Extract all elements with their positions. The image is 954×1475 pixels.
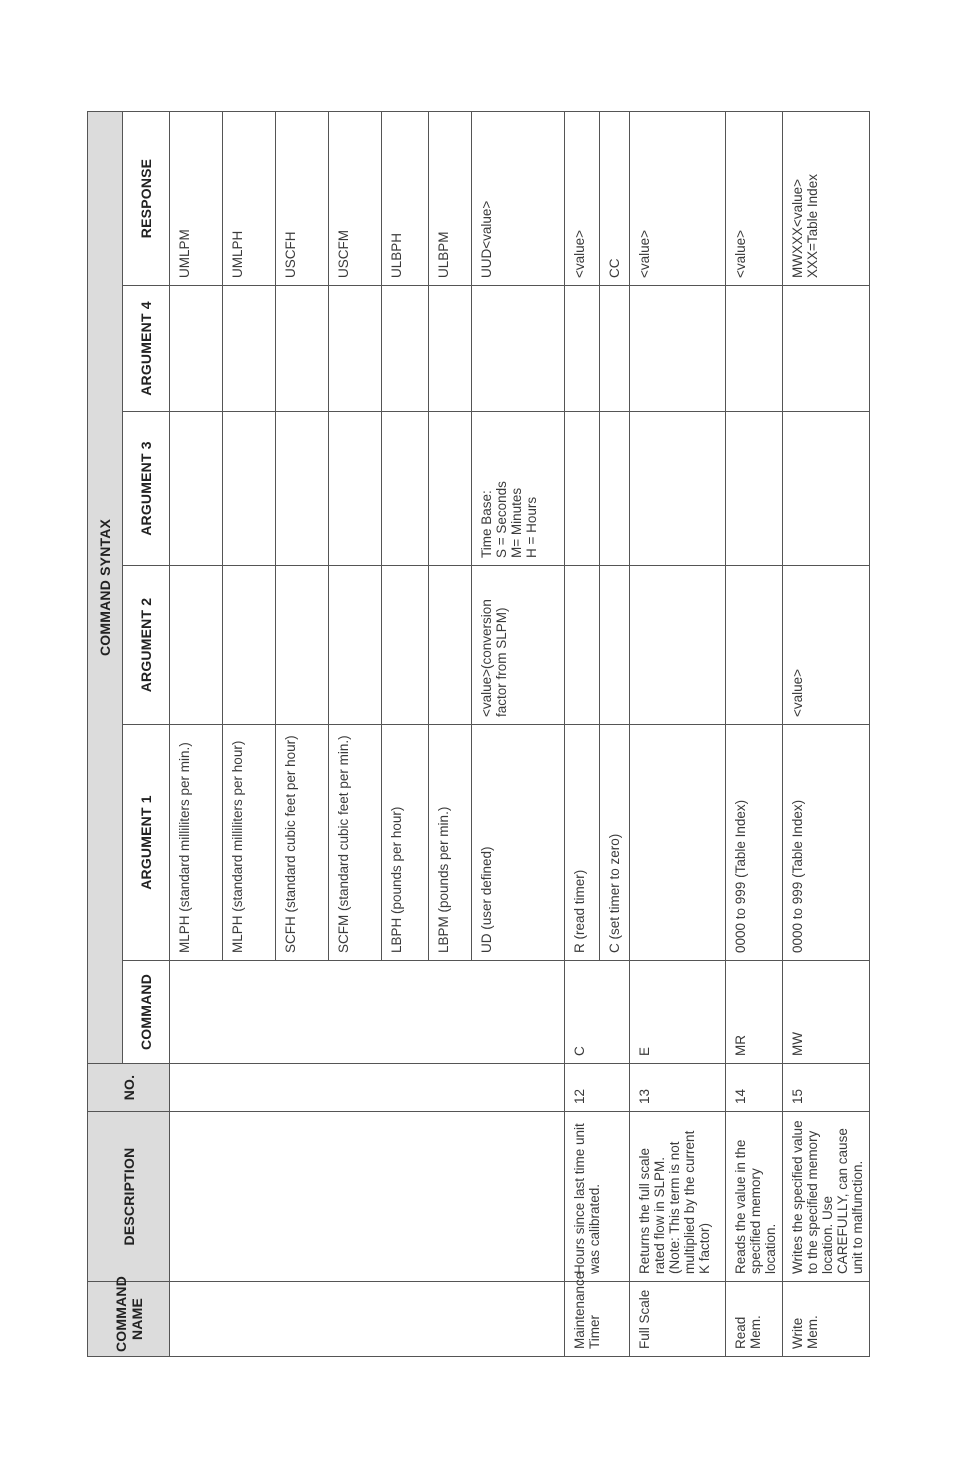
cell-command-name bbox=[170, 1282, 565, 1357]
cell-argument-4 bbox=[276, 286, 329, 412]
cell-argument-1: SCFM (standard cubic feet per min.) bbox=[329, 725, 382, 961]
cell-command: MW bbox=[783, 961, 870, 1064]
cell-no: 12 bbox=[565, 1064, 630, 1112]
header-no: NO. bbox=[88, 1064, 170, 1112]
cell-response: <value> bbox=[565, 111, 600, 285]
cell-response: UMLPM bbox=[170, 111, 223, 285]
cell-command-name: Read Mem. bbox=[726, 1282, 783, 1357]
cell-argument-2 bbox=[170, 566, 223, 725]
cell-argument-1: MLPH (standard milliliters per hour) bbox=[223, 725, 276, 961]
cell-argument-1: LBPH (pounds per hour) bbox=[382, 725, 429, 961]
header-command-syntax: COMMAND SYNTAX bbox=[88, 111, 123, 1063]
rotated-table-wrapper bbox=[87, 112, 865, 1357]
cell-response bbox=[783, 111, 870, 285]
table-row bbox=[630, 111, 726, 1356]
header-command: COMMAND bbox=[123, 961, 170, 1064]
cell-argument-1 bbox=[630, 725, 726, 961]
cell-argument-1: R (read timer) bbox=[565, 725, 600, 961]
cell-argument-1: 0000 to 999 (Table Index) bbox=[726, 725, 783, 961]
cell-response: CC bbox=[600, 111, 630, 285]
cell-argument-3 bbox=[223, 412, 276, 566]
cell-command: C bbox=[565, 961, 630, 1064]
cell-argument-2: <value>(conversion factor from SLPM) bbox=[472, 566, 565, 725]
cell-command-name: Full Scale bbox=[630, 1282, 726, 1357]
table-row bbox=[565, 111, 600, 1356]
cell-argument-3 bbox=[600, 412, 630, 566]
cell-command bbox=[170, 961, 565, 1064]
cell-argument-2 bbox=[630, 566, 726, 725]
cell-argument-2 bbox=[600, 566, 630, 725]
cell-argument-4 bbox=[329, 286, 382, 412]
cell-no bbox=[170, 1064, 565, 1112]
cell-response: <value> bbox=[630, 111, 726, 285]
cell-argument-3 bbox=[630, 412, 726, 566]
cell-no: 15 bbox=[783, 1064, 870, 1112]
cell-command: E bbox=[630, 961, 726, 1064]
cell-argument-4 bbox=[565, 286, 600, 412]
time-base-line: H = Hours bbox=[524, 496, 539, 558]
cell-argument-4 bbox=[726, 286, 783, 412]
cell-response: ULBPH bbox=[382, 111, 429, 285]
cell-argument-1: SCFH (standard cubic feet per hour) bbox=[276, 725, 329, 961]
cell-argument-2 bbox=[382, 566, 429, 725]
cell-response: UUD<value> bbox=[472, 111, 565, 285]
cell-argument-1: LBPM (pounds per min.) bbox=[429, 725, 472, 961]
cell-description bbox=[170, 1112, 565, 1282]
cell-argument-4 bbox=[783, 286, 870, 412]
cell-argument-3 bbox=[726, 412, 783, 566]
cell-argument-3 bbox=[783, 412, 870, 566]
cell-argument-2: <value> bbox=[783, 566, 870, 725]
cell-command-name: Write Mem. bbox=[783, 1282, 870, 1357]
header-argument-3: ARGUMENT 3 bbox=[123, 412, 170, 566]
cell-argument-1: 0000 to 999 (Table Index) bbox=[783, 725, 870, 961]
response-line: MWXXX<value> bbox=[790, 178, 805, 278]
cell-response: UMLPH bbox=[223, 111, 276, 285]
cell-argument-3 bbox=[329, 412, 382, 566]
cell-argument-4 bbox=[223, 286, 276, 412]
cell-no: 14 bbox=[726, 1064, 783, 1112]
cell-argument-4 bbox=[170, 286, 223, 412]
command-syntax-table bbox=[87, 111, 870, 1357]
header-command-name: COMMAND NAME bbox=[88, 1282, 170, 1357]
cell-argument-2 bbox=[726, 566, 783, 725]
cell-command: MR bbox=[726, 961, 783, 1064]
cell-argument-2 bbox=[565, 566, 600, 725]
table-row bbox=[783, 111, 870, 1356]
cell-argument-1: C (set timer to zero) bbox=[600, 725, 630, 961]
cell-response: <value> bbox=[726, 111, 783, 285]
header-argument-4: ARGUMENT 4 bbox=[123, 286, 170, 412]
cell-argument-3 bbox=[472, 412, 565, 566]
time-base-line: Time Base: bbox=[479, 490, 494, 558]
time-base-line: M= Minutes bbox=[509, 487, 524, 558]
cell-argument-3 bbox=[276, 412, 329, 566]
cell-response: USCFH bbox=[276, 111, 329, 285]
cell-argument-3 bbox=[170, 412, 223, 566]
time-base-line: S = Seconds bbox=[494, 481, 509, 558]
header-argument-1: ARGUMENT 1 bbox=[123, 725, 170, 961]
response-line: XXX=Table Index bbox=[805, 174, 820, 278]
cell-argument-2 bbox=[429, 566, 472, 725]
cell-response: ULBPM bbox=[429, 111, 472, 285]
cell-argument-4 bbox=[429, 286, 472, 412]
cell-description: Writes the specified value to the specified memory location. Use CAREFULLY, can cause unit to malfunction. bbox=[783, 1112, 870, 1282]
table-row bbox=[170, 111, 223, 1356]
cell-argument-1: UD (user defined) bbox=[472, 725, 565, 961]
cell-argument-4 bbox=[630, 286, 726, 412]
table-row bbox=[726, 111, 783, 1356]
cell-argument-2 bbox=[276, 566, 329, 725]
cell-argument-1: MLPH (standard milliliters per min.) bbox=[170, 725, 223, 961]
header-response: RESPONSE bbox=[123, 111, 170, 285]
cell-command-name: Maintenance Timer bbox=[565, 1282, 630, 1357]
cell-argument-4 bbox=[472, 286, 565, 412]
cell-response: USCFM bbox=[329, 111, 382, 285]
cell-argument-3 bbox=[382, 412, 429, 566]
cell-argument-4 bbox=[382, 286, 429, 412]
cell-argument-3 bbox=[565, 412, 600, 566]
cell-description: Returns the full scale rated flow in SLPM. (Note: This term is not multiplied by the current K factor) bbox=[630, 1112, 726, 1282]
header-description: DESCRIPTION bbox=[88, 1112, 170, 1282]
cell-argument-2 bbox=[329, 566, 382, 725]
cell-description: Hours since last time unit was calibrated. bbox=[565, 1112, 630, 1282]
cell-argument-2 bbox=[223, 566, 276, 725]
cell-argument-4 bbox=[600, 286, 630, 412]
cell-description: Reads the value in the specified memory location. bbox=[726, 1112, 783, 1282]
cell-argument-3 bbox=[429, 412, 472, 566]
cell-no: 13 bbox=[630, 1064, 726, 1112]
header-argument-2: ARGUMENT 2 bbox=[123, 566, 170, 725]
